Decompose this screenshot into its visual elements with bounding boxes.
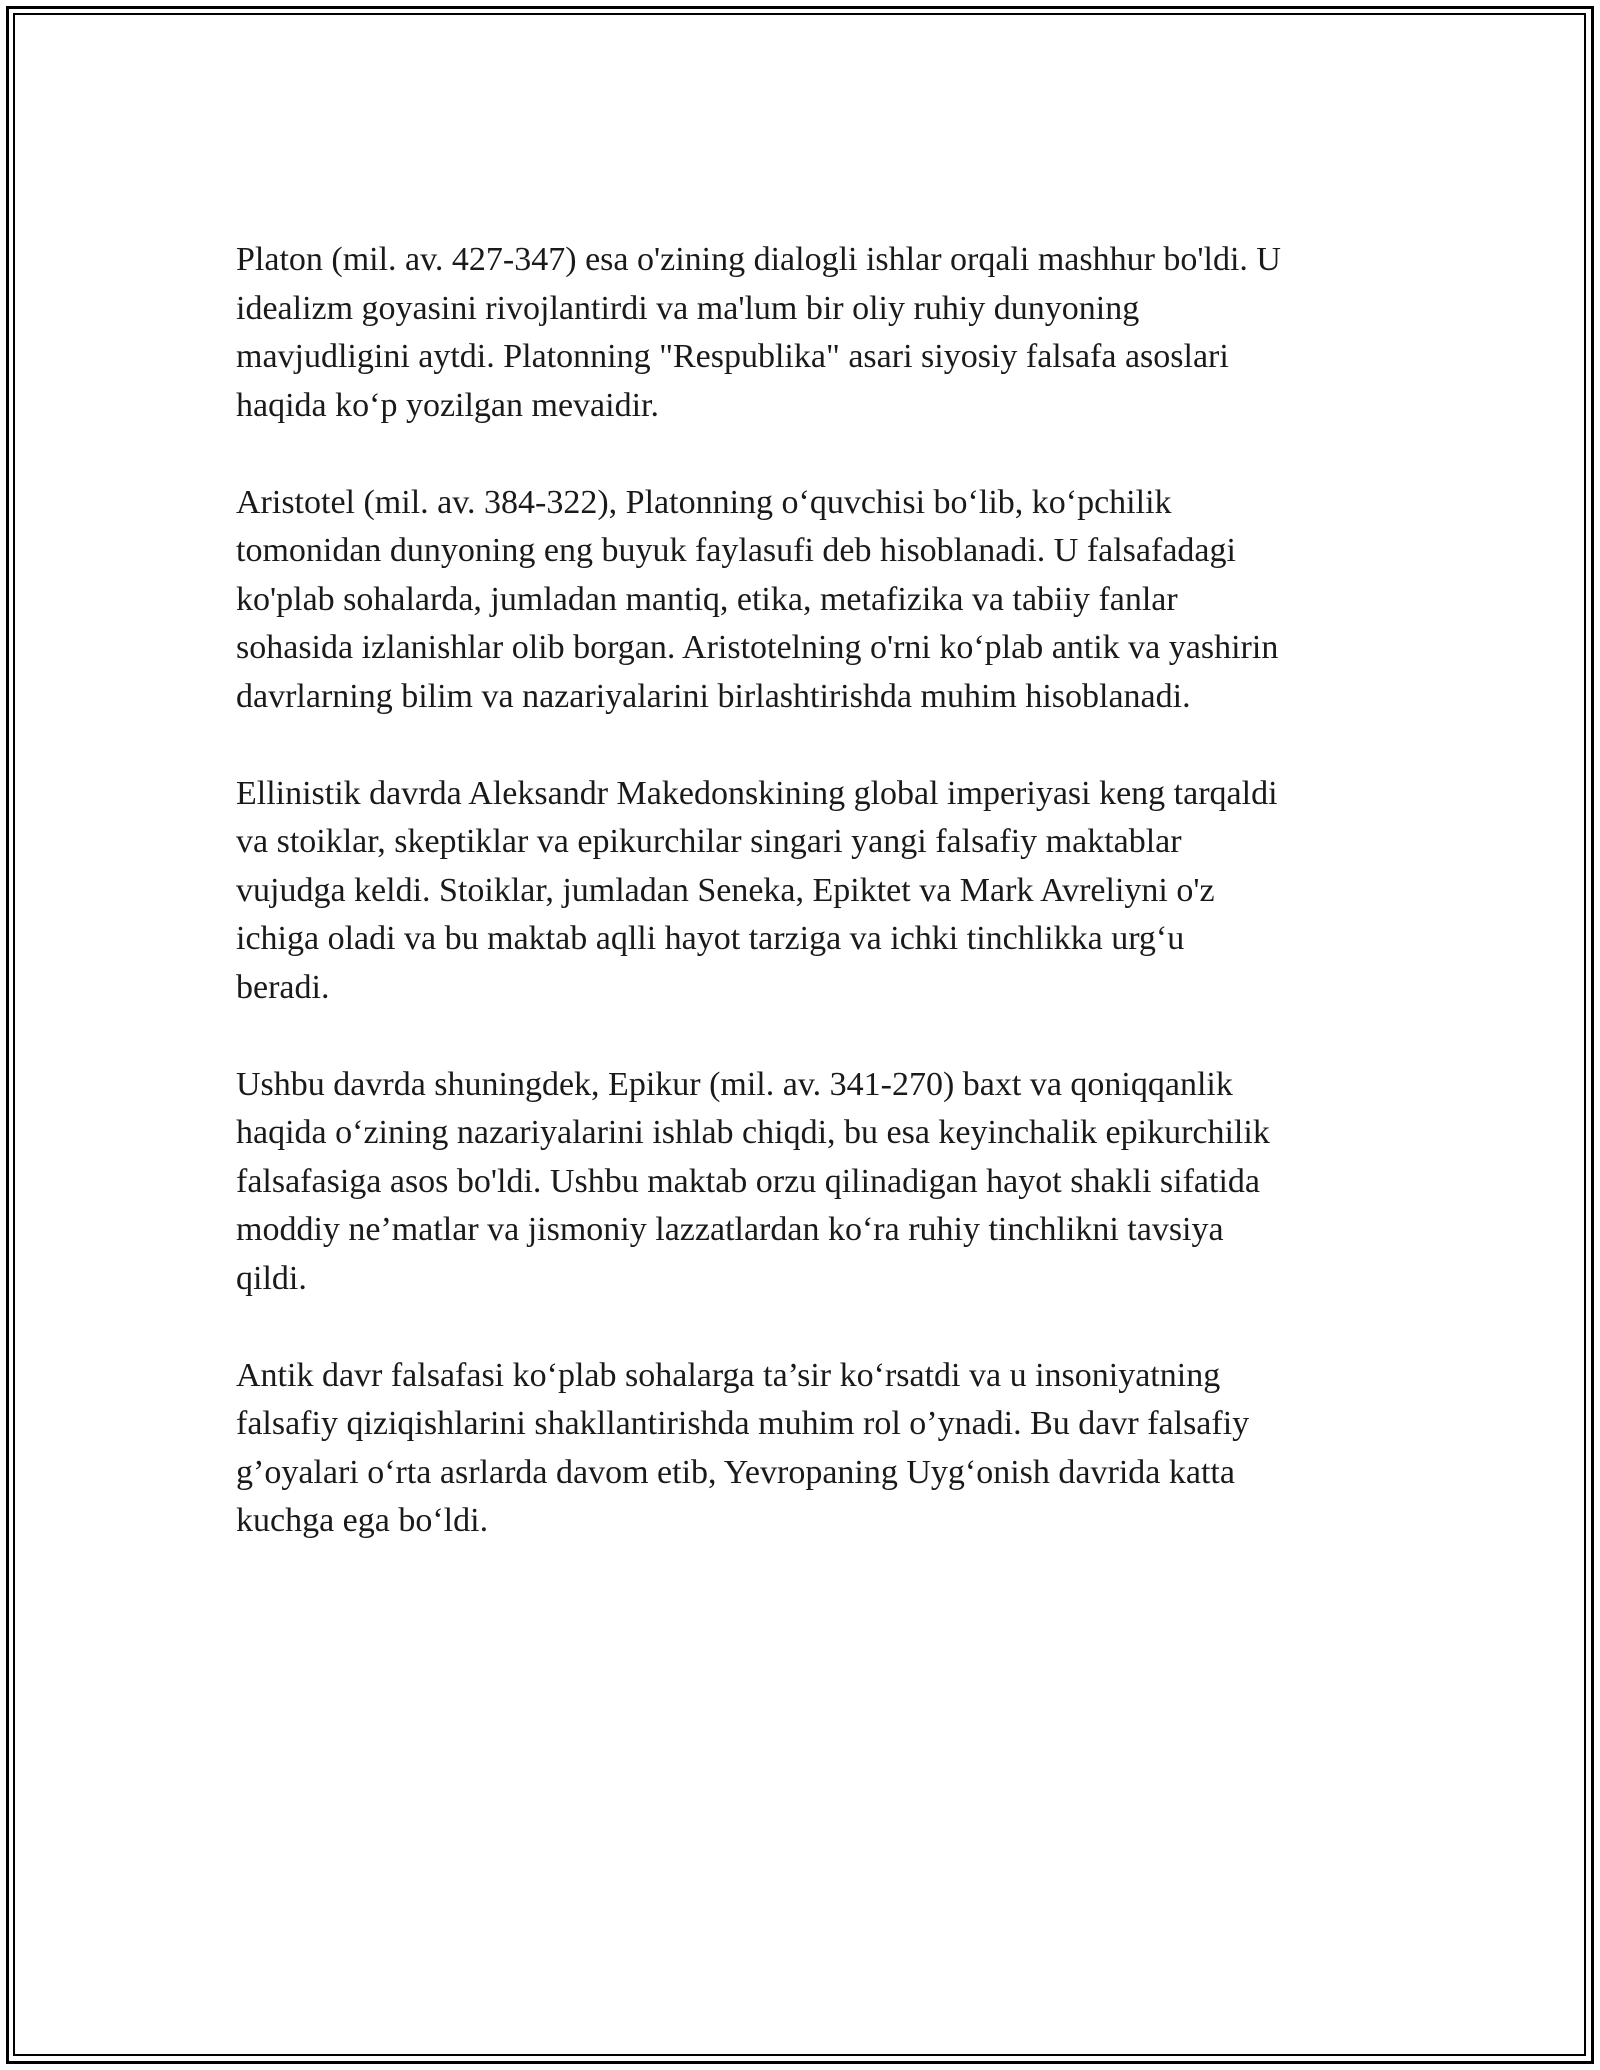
text-line: g’oyalari o‘rta asrlarda davom etib, Yevropaning Uyg‘onish davrida katta	[236, 1453, 1235, 1491]
text-line: haqida ko‘p yozilgan mevaidir.	[236, 386, 659, 424]
text-line: qildi.	[236, 1259, 307, 1297]
text-line: beradi.	[236, 968, 330, 1006]
text-line: idealizm goyasini rivojlantirdi va ma'lum bir oliy ruhiy dunyoning	[236, 289, 1140, 327]
text-line: ko'plab sohalarda, jumladan mantiq, etika, metafizika va tabiiy fanlar	[236, 580, 1178, 618]
text-line: falsafasiga asos bo'ldi. Ushbu maktab orzu qilinadigan hayot shakli sifatida	[236, 1162, 1261, 1200]
text-line: Ellinistik davrda Aleksandr Makedonskining global imperiyasi keng tarqaldi	[236, 774, 1278, 812]
text-line: Antik davr falsafasi ko‘plab sohalarga ta’sir ko‘rsatdi va u insoniyatning	[236, 1356, 1221, 1394]
paragraph-platon	[236, 236, 1386, 430]
text-line: Ushbu davrda shuningdek, Epikur (mil. av. 341-270) baxt va qoniqqanlik	[236, 1065, 1233, 1103]
text-line: ichiga oladi va bu maktab aqlli hayot tarziga va ichki tinchlikka urg‘u	[236, 920, 1185, 957]
text-line: falsafiy qiziqishlarini shakllantirishda muhim rol o’ynadi. Bu davr falsafiy	[236, 1405, 1250, 1442]
document-body	[236, 236, 1386, 1594]
text-line: vujudga keldi. Stoiklar, jumladan Seneka, Epiktet va Mark Avreliyni o'z	[236, 871, 1215, 909]
paragraph-aristotel	[236, 479, 1386, 722]
paragraph-antik-davr	[236, 1352, 1386, 1546]
text-line: sohasida izlanishlar olib borgan. Aristotelning o'rni ko‘plab antik va yashirin	[236, 629, 1279, 666]
paragraph-epikur	[236, 1061, 1386, 1304]
paragraph-ellinistik	[236, 770, 1386, 1013]
text-line: Platon (mil. av. 427-347) esa o'zining dialogli ishlar orqali mashhur bo'ldi. U	[236, 241, 1281, 278]
text-line: davrlarning bilim va nazariyalarini birlashtirishda muhim hisoblanadi.	[236, 677, 1191, 715]
text-line: kuchga ega bo‘ldi.	[236, 1502, 489, 1539]
text-line: haqida o‘zining nazariyalarini ishlab chiqdi, bu esa keyinchalik epikurchilik	[236, 1114, 1270, 1151]
text-line: mavjudligini aytdi. Platonning "Respublika" asari siyosiy falsafa asoslari	[236, 338, 1229, 375]
text-line: moddiy ne’matlar va jismoniy lazzatlardan ko‘ra ruhiy tinchlikni tavsiya	[236, 1211, 1224, 1248]
text-line: tomonidan dunyoning eng buyuk faylasufi deb hisoblanadi. U falsafadagi	[236, 532, 1236, 569]
text-line: va stoiklar, skeptiklar va epikurchilar singari yangi falsafiy maktablar	[236, 823, 1182, 860]
text-line: Aristotel (mil. av. 384-322), Platonning o‘quvchisi bo‘lib, ko‘pchilik	[236, 483, 1172, 521]
